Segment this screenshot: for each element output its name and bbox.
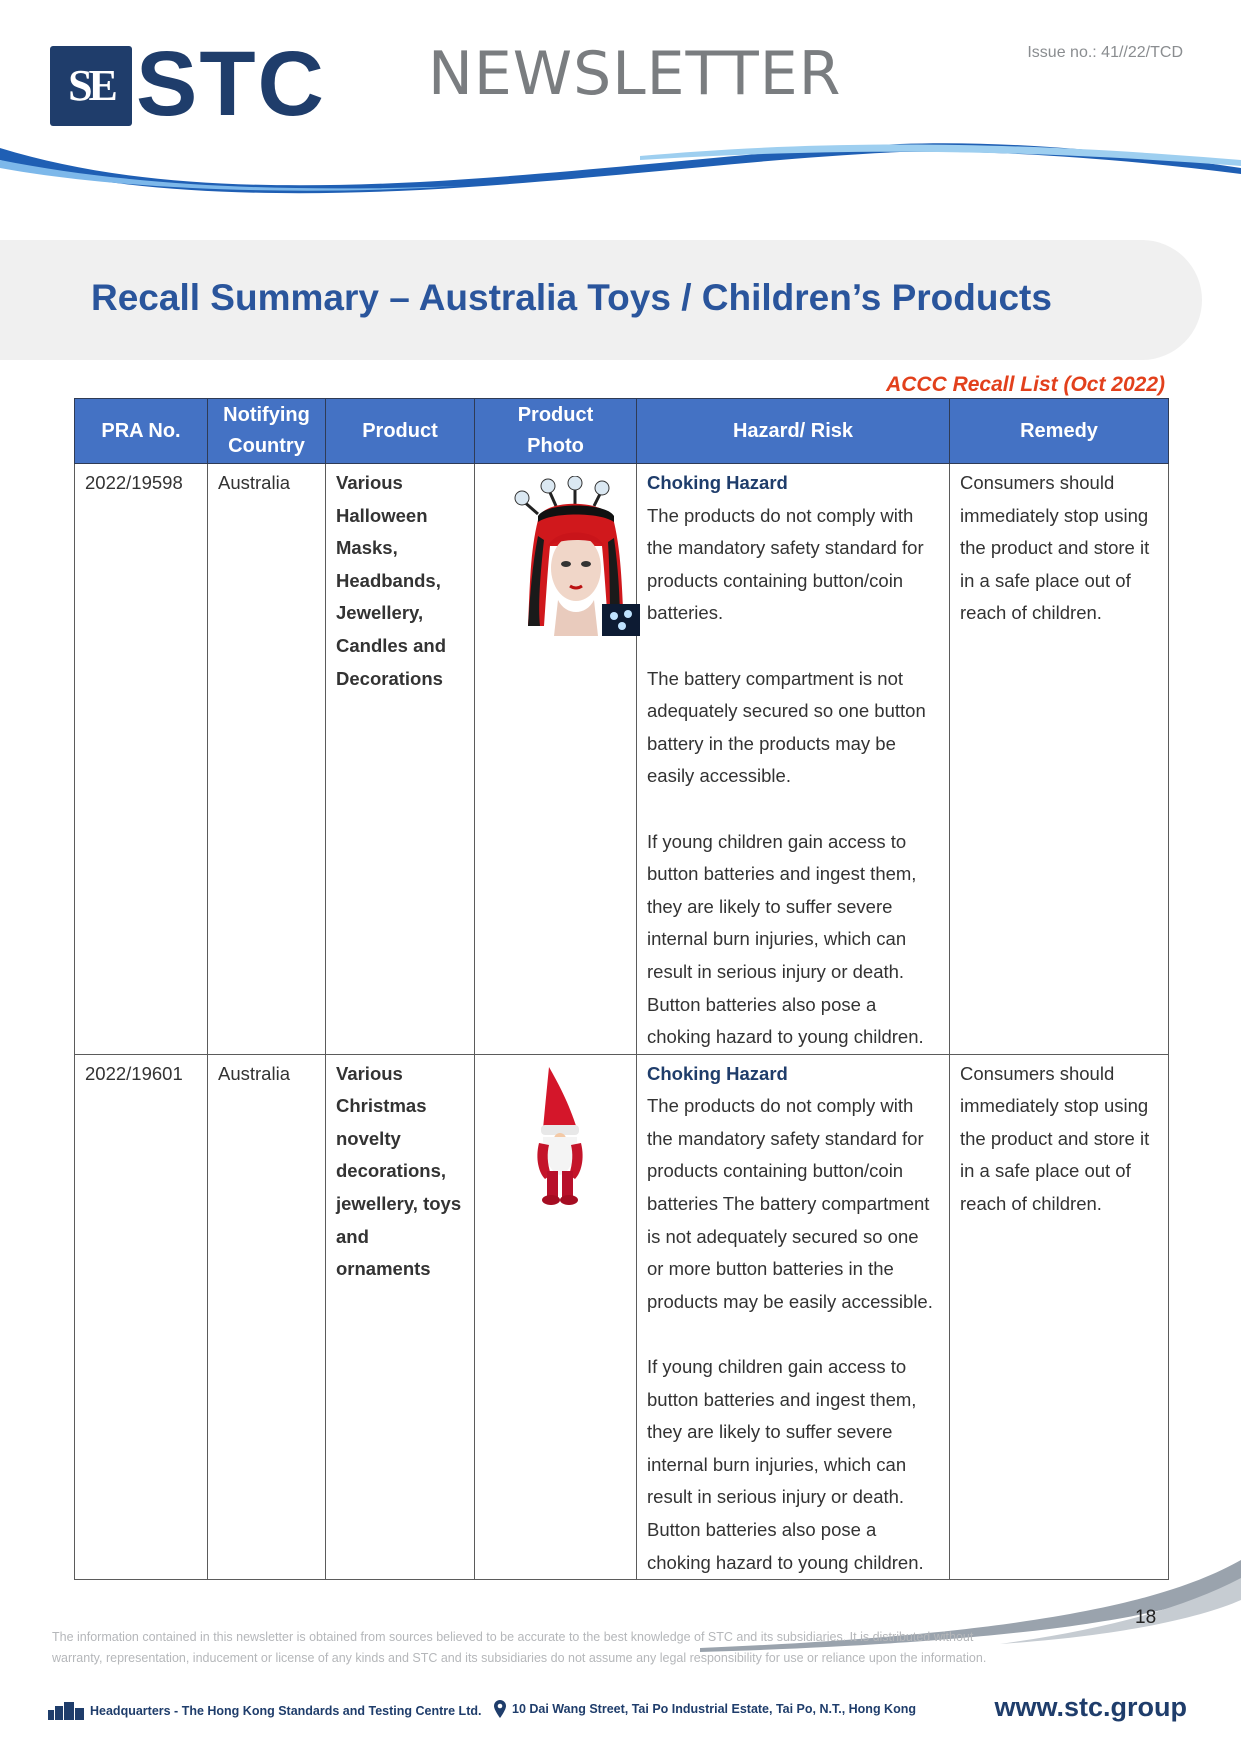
halloween-headband-photo [510, 476, 640, 636]
disclaimer-text: The information contained in this newsletter is obtained from sources believed to be accurate to the best knowledge of STC and its subsidiaries. It is distributed without warranty, representation, inducement or license of any kinds and STC and its subsidiaries do not assume any legal responsibility for use or reliance upon the information. [52, 1630, 987, 1665]
issue-number: Issue no.: 41//22/TCD [1027, 44, 1183, 61]
notifying-country: Australia [208, 1054, 326, 1580]
hazard-paragraph: The products do not comply with the mandatory safety standard for products containing button/coin batteries. [647, 504, 924, 624]
stc-logo [50, 33, 355, 135]
headquarters-line [48, 1700, 481, 1722]
stc-logo-mark-text: SE [68, 61, 114, 110]
stc-logo-text: STC [136, 33, 326, 135]
table-row [75, 1054, 1169, 1580]
hazard-cell [637, 1054, 950, 1580]
hazard-paragraph: If young children gain access to button batteries and ingest them, they are likely to suffer severe internal burn injuries, which can result in serious injury or death. Button batteries also pose a choking hazard to young children. [647, 830, 924, 1048]
product-name: Various Christmas novelty decorations, jewellery, toys and ornaments [326, 1054, 475, 1580]
product-photo-cell [475, 464, 637, 1055]
remedy-cell: Consumers should immediately stop using the product and store it in a safe place out of reach of children. [950, 1054, 1169, 1580]
header-product: Product [326, 399, 475, 464]
header-remedy: Remedy [950, 399, 1169, 464]
header-photo-line2: Photo [527, 435, 584, 457]
source-label: ACCC Recall List (Oct 2022) [886, 373, 1165, 396]
headquarters-text: Headquarters - The Hong Kong Standards and Testing Centre Ltd. [90, 1704, 482, 1718]
building-icon [48, 1702, 84, 1720]
pra-number: 2022/19598 [75, 464, 208, 1055]
header-hazard-risk: Hazard/ Risk [637, 399, 950, 464]
table-row [75, 464, 1169, 1055]
header-swoosh-decoration [0, 130, 1241, 200]
location-pin-icon [494, 1700, 506, 1718]
newsletter-heading: NEWSLETTER [428, 39, 842, 109]
address-line [494, 1700, 916, 1718]
hazard-paragraph: The products do not comply with the mandatory safety standard for products containing button/coin batteries The battery compartment is not adequately secured so one or more button batteries in the products may be easily accessible. [647, 1095, 933, 1312]
recall-table [74, 398, 1169, 1580]
hazard-paragraph: The battery compartment is not adequately secured so one button battery in the products may be easily accessible. [647, 667, 926, 787]
pra-number: 2022/19601 [75, 1054, 208, 1580]
christmas-gnome-photo [531, 1063, 591, 1208]
product-photo-cell [475, 1054, 637, 1580]
header-product-photo [475, 399, 637, 464]
address-text: 10 Dai Wang Street, Tai Po Industrial Estate, Tai Po, N.T., Hong Kong [512, 1702, 916, 1716]
hazard-title: Choking Hazard [647, 472, 788, 493]
header-notifying-country [208, 399, 326, 464]
hazard-paragraph: If young children gain access to button batteries and ingest them, they are likely to suffer severe internal burn injuries, which can result in serious injury or death. Button batteries also pose a choking hazard to young children. [647, 1356, 924, 1573]
hazard-cell [637, 464, 950, 1055]
product-name: Various Halloween Masks, Headbands, Jewellery, Candles and Decorations [326, 464, 475, 1055]
notifying-country: Australia [208, 464, 326, 1055]
page-title: Recall Summary – Australia Toys / Children’s Products [91, 277, 1052, 318]
remedy-cell: Consumers should immediately stop using the product and store it in a safe place out of reach of children. [950, 464, 1169, 1055]
header-country-line2: Country [228, 435, 305, 457]
header-photo-line1: Product [517, 404, 594, 426]
header-pra-no: PRA No. [75, 399, 208, 464]
stc-logo-mark [50, 46, 132, 126]
header-country-line1: Notifying [223, 404, 310, 426]
table-header-row [75, 399, 1169, 464]
website-link[interactable]: www.stc.group [994, 1692, 1187, 1722]
hazard-title: Choking Hazard [647, 1062, 788, 1084]
page-number: 18 [1135, 1607, 1157, 1628]
